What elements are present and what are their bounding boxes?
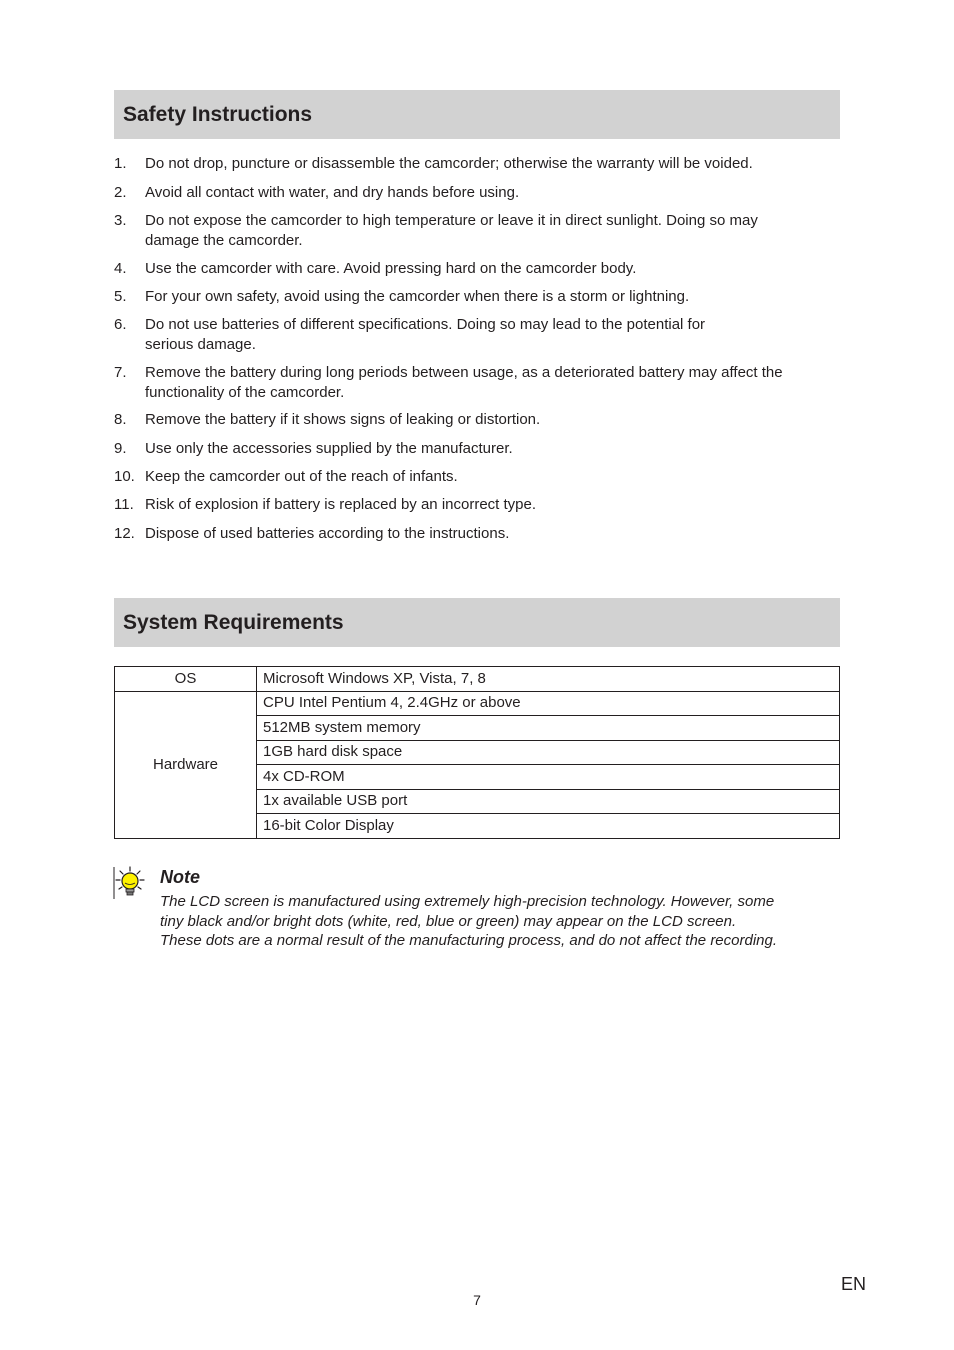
safety-item-number: 12. xyxy=(114,525,135,542)
language-label: EN xyxy=(841,1274,867,1294)
safety-item-text xyxy=(145,495,835,515)
system-requirements-table xyxy=(114,666,840,839)
safety-item-number: 3. xyxy=(114,212,127,229)
safety-item-number: 5. xyxy=(114,288,127,305)
note-line: tiny black and/or bright dots (white, red, blue or green) may appear on the LCD screen. xyxy=(160,912,737,930)
safety-item-text xyxy=(145,467,835,487)
note-body xyxy=(160,892,835,951)
safety-item-line: serious damage. xyxy=(145,335,256,353)
hardware-value-cell: 1GB hard disk space xyxy=(257,740,840,765)
safety-item-text xyxy=(145,183,835,203)
safety-item-line: Remove the battery if it shows signs of leaking or distortion. xyxy=(145,411,541,428)
note-title: Note xyxy=(160,867,200,887)
system-requirements-header xyxy=(114,598,840,647)
hardware-value-cell: 1x available USB port xyxy=(257,789,840,814)
safety-item-line: Do not expose the camcorder to high temperature or leave it in direct sunlight. Doing so may xyxy=(145,212,758,229)
system-requirements-title: System Requirements xyxy=(123,611,344,634)
safety-item-text xyxy=(145,439,835,459)
safety-instructions-title: Safety Instructions xyxy=(123,103,313,126)
hardware-value-cell: 512MB system memory xyxy=(257,716,840,741)
safety-item-line: Keep the camcorder out of the reach of infants. xyxy=(145,468,458,485)
safety-item-number: 11. xyxy=(114,496,134,513)
safety-item-number: 7. xyxy=(114,364,127,381)
safety-item-text xyxy=(145,410,835,430)
safety-item-text xyxy=(145,315,835,354)
safety-item-text xyxy=(145,154,835,174)
safety-item-line: damage the camcorder. xyxy=(145,231,303,249)
safety-item-text xyxy=(145,524,835,544)
page-number: 7 xyxy=(473,1292,481,1308)
safety-item-line: Use only the accessories supplied by the manufacturer. xyxy=(145,440,513,457)
safety-item-text xyxy=(145,259,835,279)
safety-item-number: 1. xyxy=(114,155,127,172)
safety-item-line: Risk of explosion if battery is replaced by an incorrect type. xyxy=(145,496,537,513)
safety-item-number: 2. xyxy=(114,184,127,201)
hardware-value-cell: 16-bit Color Display xyxy=(257,814,840,839)
table-row xyxy=(115,667,840,692)
safety-item-number: 6. xyxy=(114,316,127,333)
note-line: These dots are a normal result of the manufacturing process, and do not affect the recording. xyxy=(160,932,778,949)
note-line: The LCD screen is manufactured using extremely high-precision technology. However, some xyxy=(160,893,775,910)
hardware-value-cell: 4x CD-ROM xyxy=(257,765,840,790)
safety-item-line: For your own safety, avoid using the camcorder when there is a storm or lightning. xyxy=(145,288,690,305)
lightbulb-icon xyxy=(112,865,148,901)
safety-item-line: functionality of the camcorder. xyxy=(145,383,345,401)
safety-item-number: 9. xyxy=(114,440,127,457)
safety-item-line: Do not use batteries of different specifications. Doing so may lead to the potential for xyxy=(145,316,706,333)
safety-item-number: 4. xyxy=(114,260,127,277)
safety-instructions-header xyxy=(114,90,840,139)
safety-item-number: 8. xyxy=(114,411,127,428)
safety-item-line: Use the camcorder with care. Avoid pressing hard on the camcorder body. xyxy=(145,260,637,277)
hardware-label-cell: Hardware xyxy=(115,691,257,838)
safety-item-line: Avoid all contact with water, and dry hands before using. xyxy=(145,184,520,201)
os-label-cell: OS xyxy=(115,667,257,692)
hardware-value-cell: CPU Intel Pentium 4, 2.4GHz or above xyxy=(257,691,840,716)
os-value-cell: Microsoft Windows XP, Vista, 7, 8 xyxy=(257,667,840,692)
safety-item-line: Dispose of used batteries according to the instructions. xyxy=(145,525,510,542)
safety-item-line: Do not drop, puncture or disassemble the camcorder; otherwise the warranty will be voided. xyxy=(145,155,753,172)
table-row xyxy=(115,691,840,716)
safety-item-line: Remove the battery during long periods between usage, as a deteriorated battery may affect the xyxy=(145,364,783,381)
safety-item-number: 10. xyxy=(114,468,135,485)
safety-item-text xyxy=(145,363,835,402)
safety-item-text xyxy=(145,287,835,307)
safety-item-text xyxy=(145,211,835,250)
